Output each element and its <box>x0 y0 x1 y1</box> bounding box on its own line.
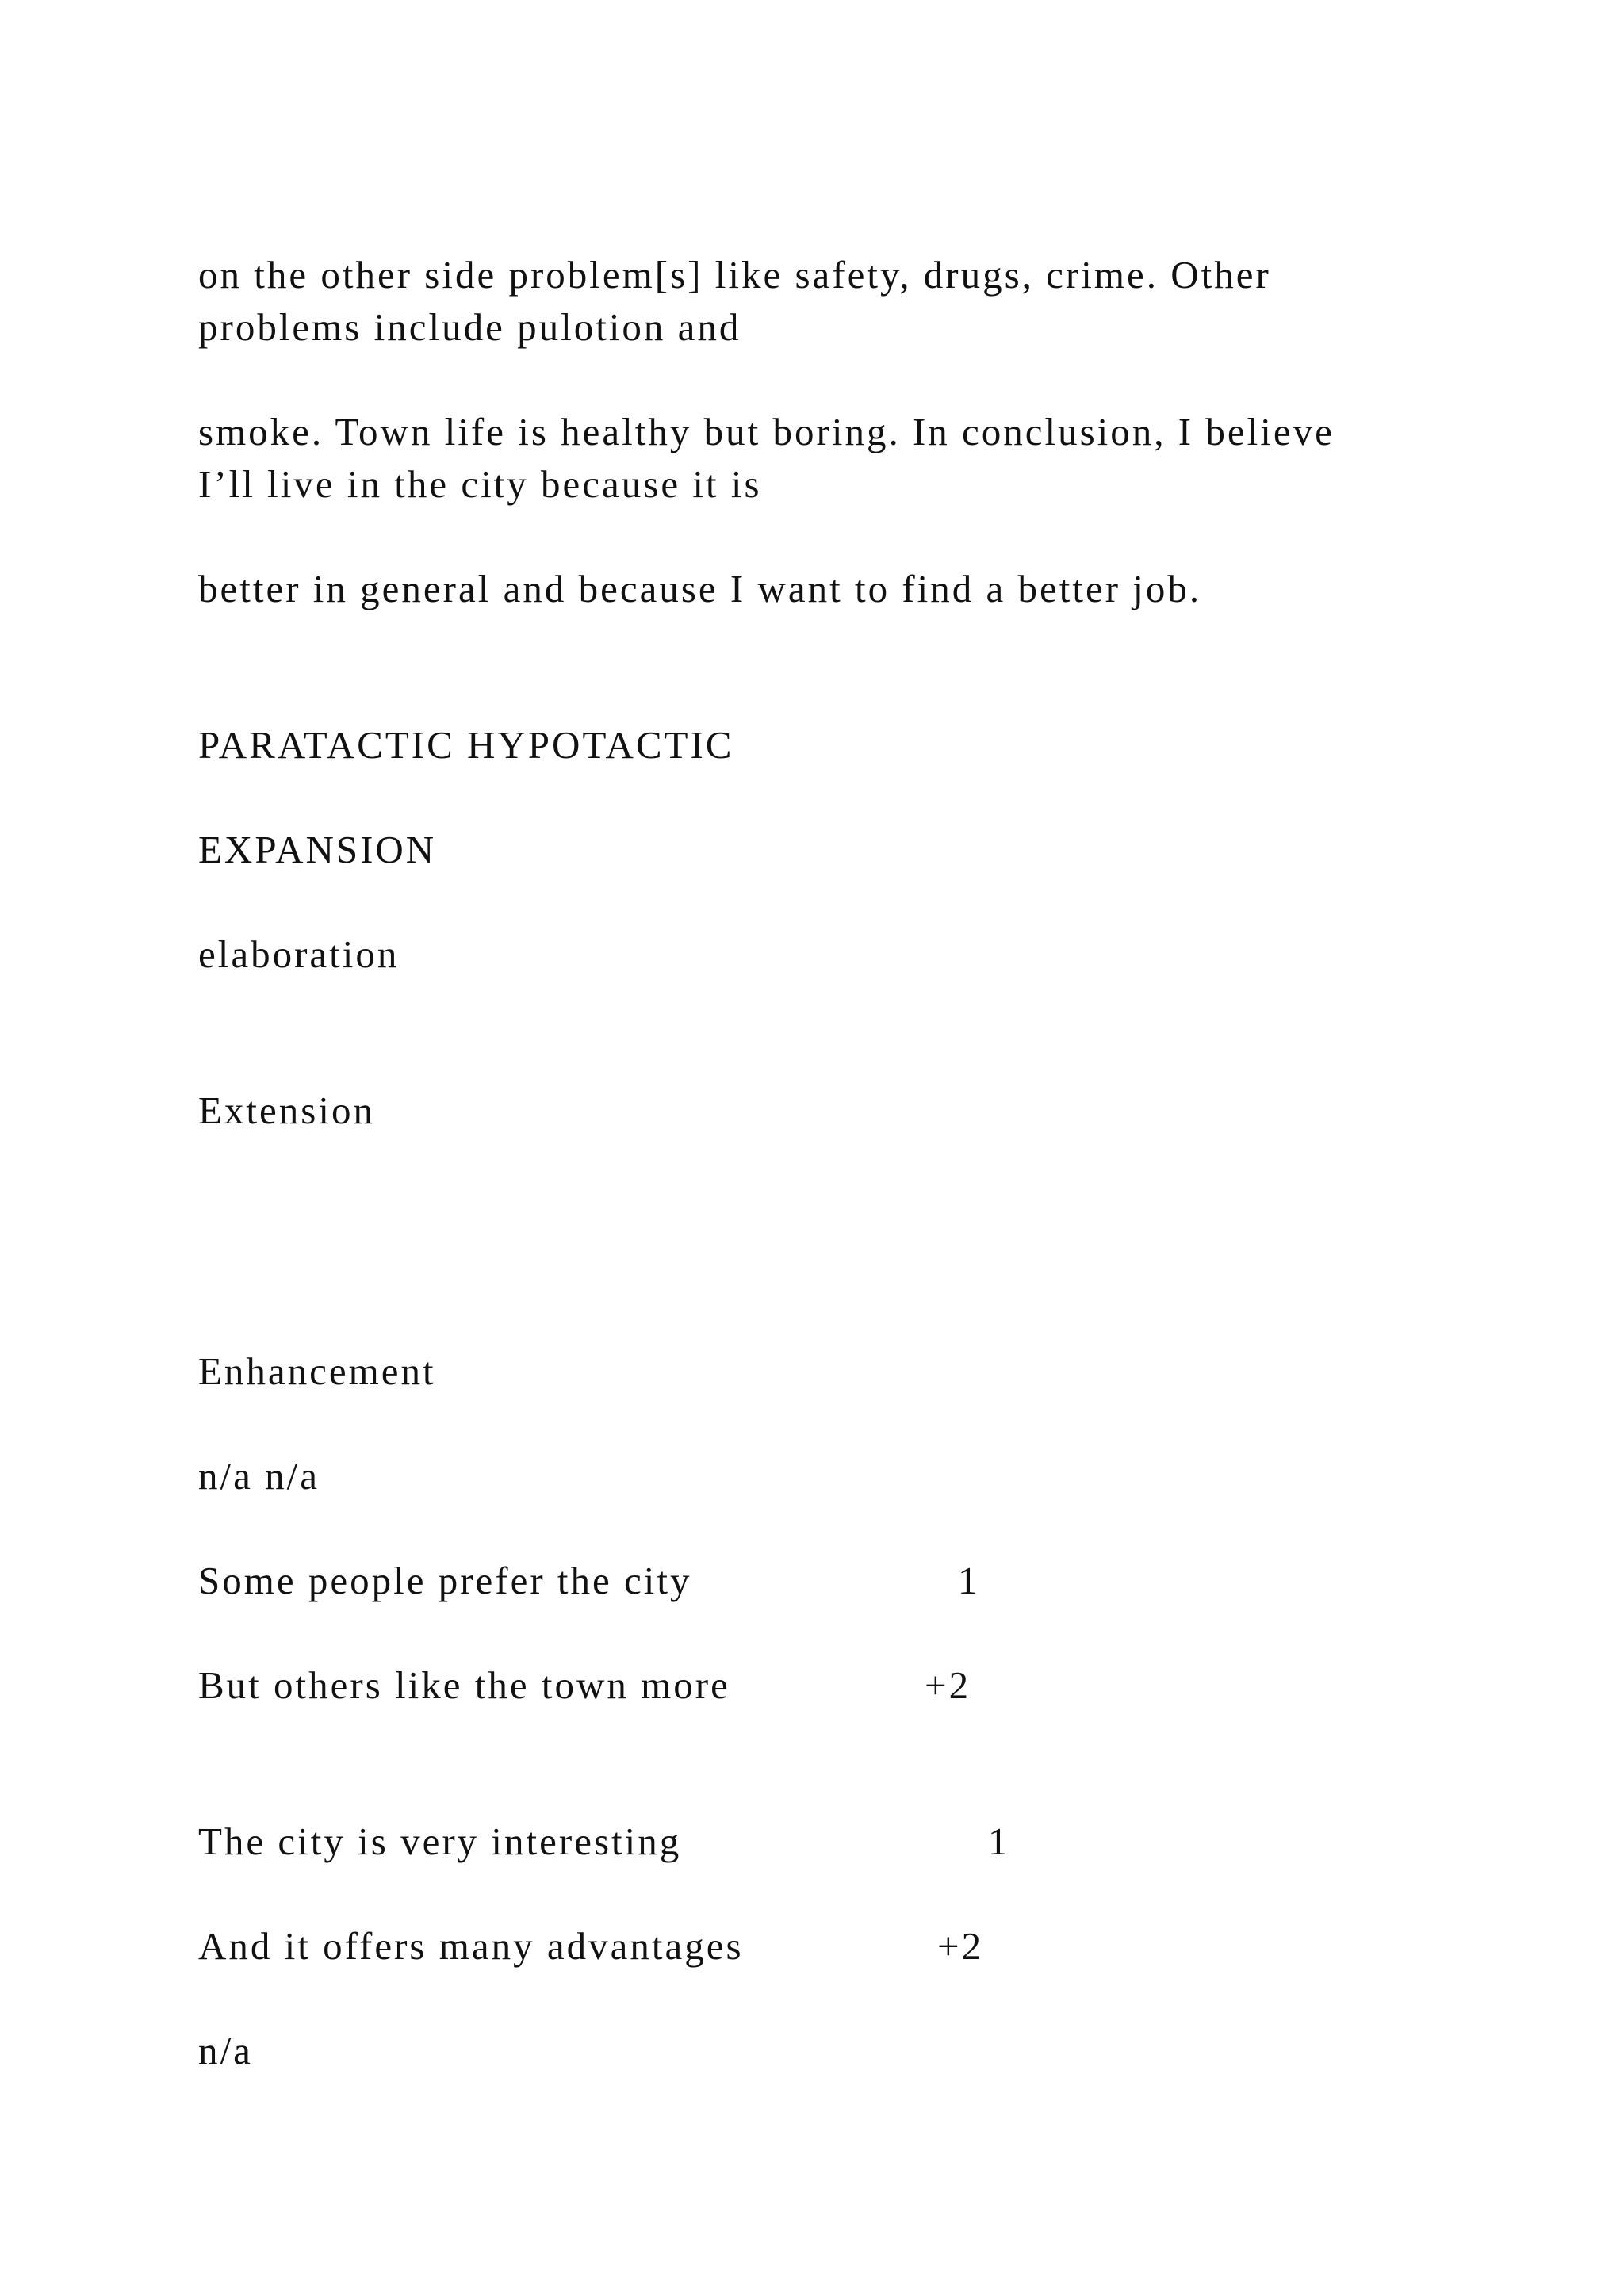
expansion-heading: EXPANSION <box>198 828 437 871</box>
table-header: PARATACTIC HYPOTACTIC <box>198 723 734 767</box>
example-code: 1 <box>988 1820 1010 1863</box>
example-text: Some people prefer the city <box>198 1559 692 1602</box>
example-text: But others like the town more <box>198 1663 730 1707</box>
paragraph-line: better in general and because I want to find a better job. <box>198 567 1202 610</box>
paragraph-line: I’ll live in the city because it is <box>198 462 762 506</box>
example-code: +2 <box>937 1924 984 1968</box>
elaboration-label: elaboration <box>198 932 400 976</box>
example-code: 1 <box>958 1559 980 1602</box>
na-pair: n/a n/a <box>198 1454 320 1498</box>
final-na: n/a <box>198 2029 253 2072</box>
extension-label: Extension <box>198 1089 375 1132</box>
paragraph-line: on the other side problem[s] like safety, drugs, crime. Other <box>198 253 1271 297</box>
paragraph-line: smoke. Town life is healthy but boring. In conclusion, I believe <box>198 410 1335 453</box>
paragraph-line: problems include pulotion and <box>198 305 741 349</box>
example-text: The city is very interesting <box>198 1820 682 1863</box>
example-text: And it offers many advantages <box>198 1924 744 1968</box>
enhancement-label: Enhancement <box>198 1349 436 1393</box>
example-code: +2 <box>925 1663 971 1707</box>
